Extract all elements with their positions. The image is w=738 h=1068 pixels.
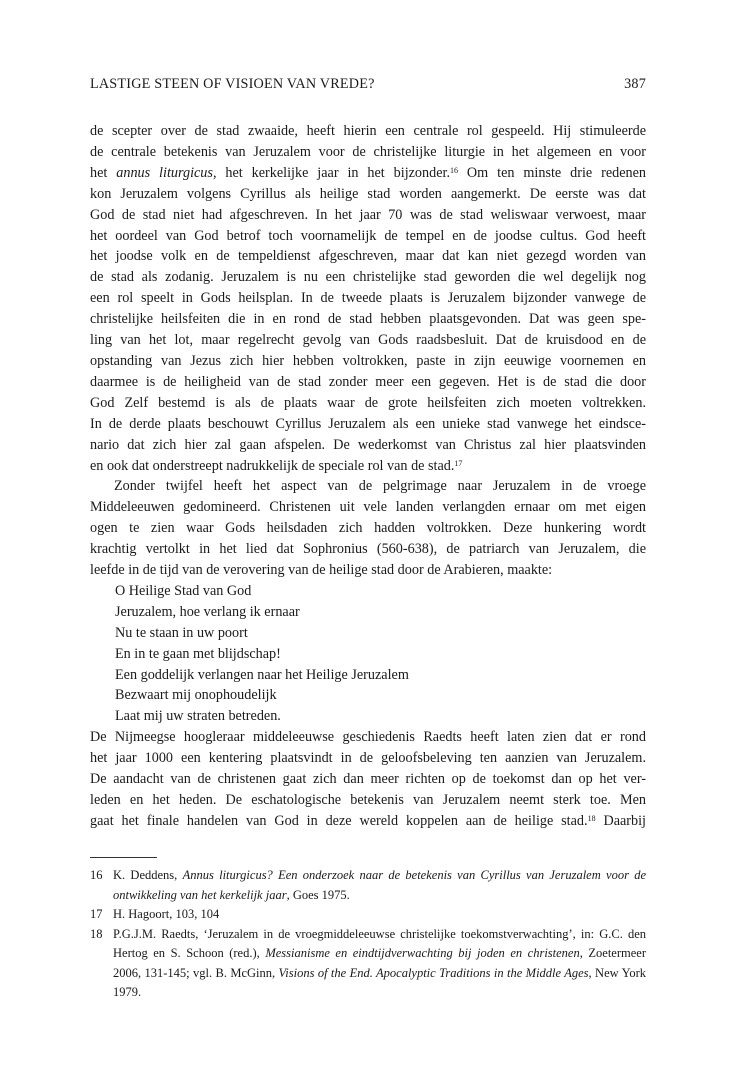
page-number: 387 bbox=[624, 76, 646, 92]
footnote-ref: 18 bbox=[587, 813, 596, 823]
footnote-number: 17 bbox=[90, 907, 103, 921]
text-line: Middeleeuwen gedomineerd. Christenen uit vele landen verlangden ernaar om met eigen bbox=[90, 499, 646, 516]
footnote-divider bbox=[90, 857, 157, 858]
poem-line: Een goddelijk verlangen naar het Heilige Jeruzalem bbox=[115, 666, 409, 683]
italic-term: annus liturgicus bbox=[116, 164, 213, 181]
footnote-text: P.G.J.M. Raedts, ‘Jeruzalem in de vroegmiddeleeuwse christelijke toekomstverwachting’, in: G.C. den Hertog en S. Schoon (red.), Messianisme en eindtijdverwachting bij joden en christenen, Zoetermeer 2006, 131-145; vgl. B. McGinn, Visions of the End. Apocalyptic Traditions in the Middle Ages, New York 1979. bbox=[113, 926, 647, 999]
text-line: de centrale betekenis van Jeruzalem voor de christelijke liturgie in het algemeen en voor bbox=[90, 143, 646, 160]
footnote-ref: 17 bbox=[454, 458, 463, 468]
text-line: en ook dat onderstreept nadrukkelijk de speciale rol van de stad.$^{17}$ bbox=[90, 457, 463, 474]
poem-line: Bezwaart mij onophoudelijk bbox=[115, 687, 277, 704]
text-line: leefde in de tijd van de verovering van de heilige stad door de Arabieren, maakte: bbox=[90, 562, 553, 579]
paragraph-2 bbox=[90, 476, 646, 581]
footnote-number: 16 bbox=[90, 868, 103, 882]
poem bbox=[90, 581, 646, 727]
footnote-text: K. Deddens, Annus liturgicus? Een onderzoek naar de betekenis van Cyrillus van Jeruzalem voor de ontwikkeling van het kerkelijk jaar, Goes 1975. bbox=[113, 868, 647, 902]
text-line: Zonder twijfel heeft het aspect van de pelgrimage naar Jeruzalem in de vroege bbox=[114, 478, 646, 495]
text-line: de scepter over de stad zwaaide, heeft hierin een centrale rol gespeeld. Hij stimuleerde bbox=[90, 123, 646, 139]
footnote-17 bbox=[90, 905, 646, 925]
footnote-16 bbox=[90, 866, 646, 905]
footnotes bbox=[90, 866, 646, 1003]
text-line: het annus liturgicus, het kerkelijke jaar in het bijzonder.$^{16}$ Om ten minste drie redenen bbox=[90, 164, 646, 181]
footnote-ref: 16 bbox=[450, 165, 459, 175]
paragraph-1 bbox=[90, 121, 646, 476]
poem-line: O Heilige Stad van God bbox=[115, 582, 252, 599]
text-line: ling van het lot, maar regelrecht gevolg van Gods raadsbesluit. Dat de kruisdood en de bbox=[90, 332, 646, 349]
text-line: God de stad niet had afgeschreven. In het jaar 70 was de stad weliswaar verwoest, maar bbox=[90, 206, 646, 223]
text-line: de stad als zodanig. Jeruzalem is nu een christelijke stad geworden die wel degelijk nog bbox=[90, 269, 646, 286]
running-header bbox=[90, 76, 646, 93]
text-line: het jaar 1000 een kentering plaatsvindt in de geloofsbeleving ten aanzien van Jeruzalem. bbox=[90, 750, 646, 767]
text-line: daarmee is de heiligheid van de stad zonder meer een gegeven. Het is de stad die door bbox=[90, 373, 646, 390]
poem-line: Laat mij uw straten betreden. bbox=[115, 708, 281, 725]
paragraph-3 bbox=[90, 727, 646, 832]
text-line: christelijke heilsfeiten die in en rond de stad hebben plaatsgevonden. Dat was geen spe- bbox=[90, 311, 646, 328]
text-line: leden en het heden. De eschatologische betekenis van Jeruzalem neemt sterk toe. Men bbox=[90, 792, 646, 808]
text-line: De Nijmeegse hoogleraar middeleeuwse geschiedenis Raedts heeft laten zien dat er rond bbox=[90, 729, 646, 746]
footnote-18 bbox=[90, 925, 646, 1003]
text-line: gaat het finale handelen van God in deze wereld koppelen aan de heilige stad.$^{18}$ Daarbij bbox=[90, 812, 646, 829]
poem-line: Nu te staan in uw poort bbox=[115, 624, 248, 641]
poem-line: En in te gaan met blijdschap! bbox=[115, 645, 281, 662]
text-line: kon Jeruzalem volgens Cyrillus als heilige stad worden aangemerkt. De eerste was dat bbox=[90, 185, 646, 202]
footnote-text: H. Hagoort, 103, 104 bbox=[113, 907, 220, 921]
footnote-number: 18 bbox=[90, 926, 103, 941]
text-line: De aandacht van de christenen gaat zich dan meer richten op de toekomst dan op het ver- bbox=[90, 771, 646, 788]
text-line: het joodse volk en de tempeldienst afgeschreven, maar dat kan niet gezegd worden van bbox=[90, 248, 646, 265]
text-line: opstanding van Jezus zich hier hebben voltrokken, paste in zijn eeuwige voornemen en bbox=[90, 352, 646, 369]
text-line: In de derde plaats beschouwt Cyrillus Jeruzalem als een unieke stad vanwege het eindsce- bbox=[90, 415, 646, 432]
text-line: nario dat zich hier zal gaan afspelen. De wederkomst van Christus zal hier plaatsvinden bbox=[90, 436, 646, 453]
text-line: God Zelf bestemd is als de plaats waar de grote heilsfeiten zich moeten voltrekken. bbox=[90, 394, 646, 411]
poem-line: Jeruzalem, hoe verlang ik ernaar bbox=[115, 603, 300, 620]
main-text bbox=[90, 121, 646, 832]
text-line: het oordeel van God betrof toch voornamelijk de tempel en de joodse cultus. God heeft bbox=[90, 227, 646, 244]
text-line: ogen te zien waar Gods heilsdaden zich hadden voltrokken. Deze hunkering wordt bbox=[90, 520, 646, 537]
running-title: LASTIGE STEEN OF VISIOEN VAN VREDE? bbox=[90, 76, 375, 92]
text-line: een rol speelt in Gods heilsplan. In de tweede plaats is Jeruzalem bijzonder vanwege de bbox=[90, 290, 646, 307]
text-line: krachtig vertolkt in het lied dat Sophronius (560-638), de patriarch van Jeruzalem, die bbox=[90, 541, 646, 558]
